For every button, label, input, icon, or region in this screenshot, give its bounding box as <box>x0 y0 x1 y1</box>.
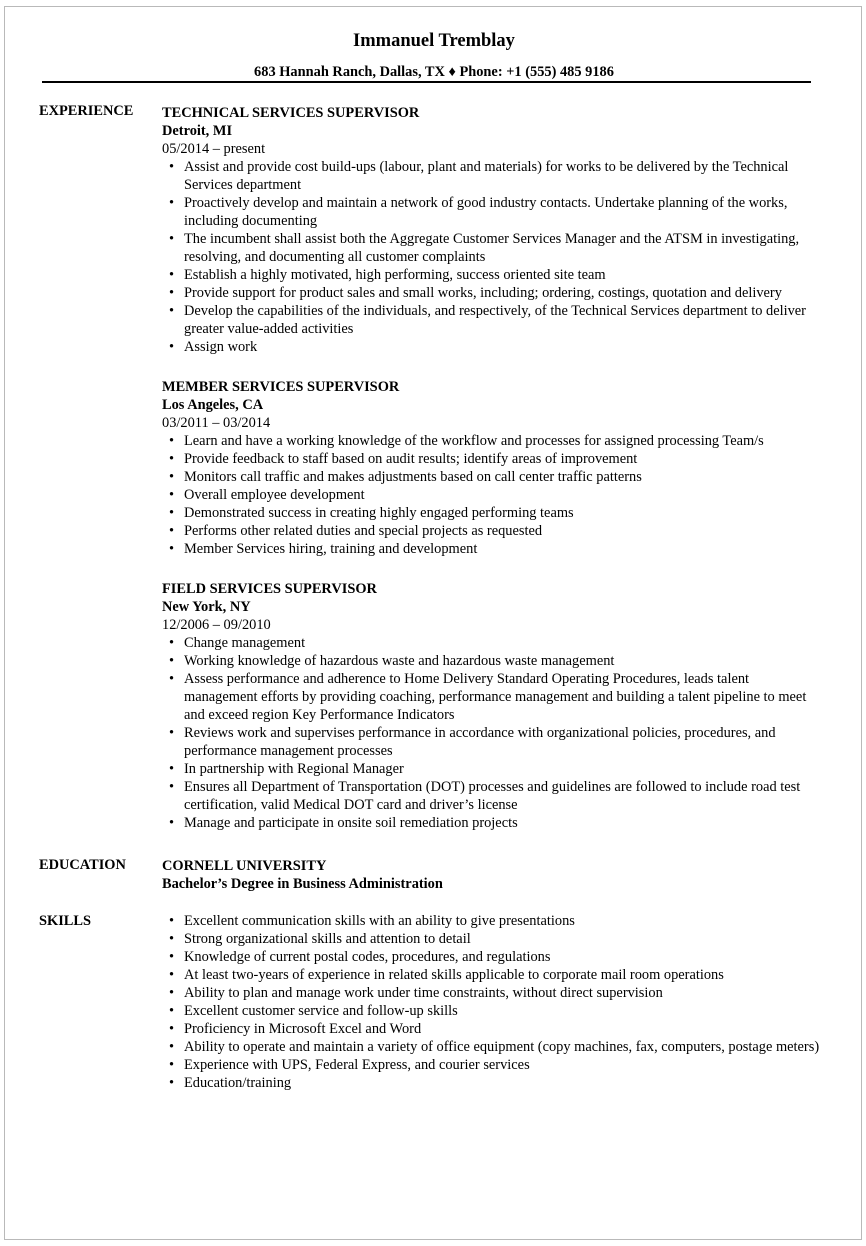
job-location: Detroit, MI <box>162 123 233 139</box>
job-bullets <box>162 158 822 356</box>
job-location: New York, NY <box>162 599 251 615</box>
list-item: • The incumbent shall assist both the Aggregate Customer Services Manager and the ATSM in investigating, resolving, and documenting all customer complaints <box>162 230 822 266</box>
section-label-experience: EXPERIENCE <box>39 103 134 119</box>
skills-entry <box>162 912 822 1092</box>
list-item: • Assess performance and adherence to Home Delivery Standard Operating Procedures, leads talent management efforts by providing coaching, performance management and building a talent pipeline to meet and exceed region Key Performance Indicators <box>162 670 822 724</box>
school-name: CORNELL UNIVERSITY <box>162 858 327 874</box>
list-item: • Strong organizational skills and attention to detail <box>162 930 822 948</box>
job-location: Los Angeles, CA <box>162 397 264 413</box>
list-item: • Proficiency in Microsoft Excel and Word <box>162 1020 822 1038</box>
job-title: FIELD SERVICES SUPERVISOR <box>162 581 377 597</box>
list-item: • Member Services hiring, training and development <box>162 540 822 558</box>
list-item: • Excellent customer service and follow-up skills <box>162 1002 822 1020</box>
skills-bullets <box>162 912 822 1092</box>
education-entry <box>162 857 822 893</box>
job-dates: 12/2006 – 09/2010 <box>162 617 271 633</box>
list-item: • Reviews work and supervises performance in accordance with organizational policies, procedures, and performance management processes <box>162 724 822 760</box>
list-item: • Assist and provide cost build-ups (labour, plant and materials) for works to be delivered by the Technical Services department <box>162 158 822 194</box>
list-item: • Ability to plan and manage work under time constraints, without direct supervision <box>162 984 822 1002</box>
list-item: • Manage and participate in onsite soil remediation projects <box>162 814 822 832</box>
list-item: • Ability to operate and maintain a variety of office equipment (copy machines, fax, computers, postage meters) <box>162 1038 822 1056</box>
list-item: • Knowledge of current postal codes, procedures, and regulations <box>162 948 822 966</box>
list-item: • Education/training <box>162 1074 822 1092</box>
resume-page <box>4 6 862 1240</box>
header-divider <box>42 81 811 83</box>
list-item: • Ensures all Department of Transportation (DOT) processes and guidelines are followed to include road test certification, valid Medical DOT card and driver’s license <box>162 778 822 814</box>
list-item: • At least two-years of experience in related skills applicable to corporate mail room operations <box>162 966 822 984</box>
list-item: • Working knowledge of hazardous waste and hazardous waste management <box>162 652 822 670</box>
job-dates: 05/2014 – present <box>162 141 266 157</box>
list-item: • In partnership with Regional Manager <box>162 760 822 778</box>
list-item: • Establish a highly motivated, high performing, success oriented site team <box>162 266 822 284</box>
candidate-name: Immanuel Tremblay <box>353 31 515 51</box>
list-item: • Monitors call traffic and makes adjustments based on call center traffic patterns <box>162 468 822 486</box>
job-entry <box>162 104 822 356</box>
list-item: • Demonstrated success in creating highly engaged performing teams <box>162 504 822 522</box>
list-item: • Excellent communication skills with an ability to give presentations <box>162 912 822 930</box>
job-bullets <box>162 634 822 832</box>
job-title: MEMBER SERVICES SUPERVISOR <box>162 379 400 395</box>
list-item: • Performs other related duties and special projects as requested <box>162 522 822 540</box>
list-item: • Provide feedback to staff based on audit results; identify areas of improvement <box>162 450 822 468</box>
contact-line: 683 Hannah Ranch, Dallas, TX ♦ Phone: +1 (555) 485 9186 <box>254 64 614 80</box>
list-item: • Assign work <box>162 338 822 356</box>
list-item: • Proactively develop and maintain a network of good industry contacts. Undertake planning of the works, including documenting <box>162 194 822 230</box>
section-label-education: EDUCATION <box>39 857 126 873</box>
list-item: • Develop the capabilities of the individuals, and respectively, of the Technical Services department to deliver greater value-added activities <box>162 302 822 338</box>
list-item: • Provide support for product sales and small works, including; ordering, costings, quotation and delivery <box>162 284 822 302</box>
section-label-skills: SKILLS <box>39 913 91 929</box>
list-item: • Learn and have a working knowledge of the workflow and processes for assigned processing Team/s <box>162 432 822 450</box>
job-title: TECHNICAL SERVICES SUPERVISOR <box>162 105 420 121</box>
job-entry <box>162 580 822 832</box>
job-entry <box>162 378 822 558</box>
list-item: • Change management <box>162 634 822 652</box>
list-item: • Overall employee development <box>162 486 822 504</box>
degree: Bachelor’s Degree in Business Administration <box>162 876 443 892</box>
job-bullets <box>162 432 822 558</box>
list-item: • Experience with UPS, Federal Express, and courier services <box>162 1056 822 1074</box>
job-dates: 03/2011 – 03/2014 <box>162 415 271 431</box>
